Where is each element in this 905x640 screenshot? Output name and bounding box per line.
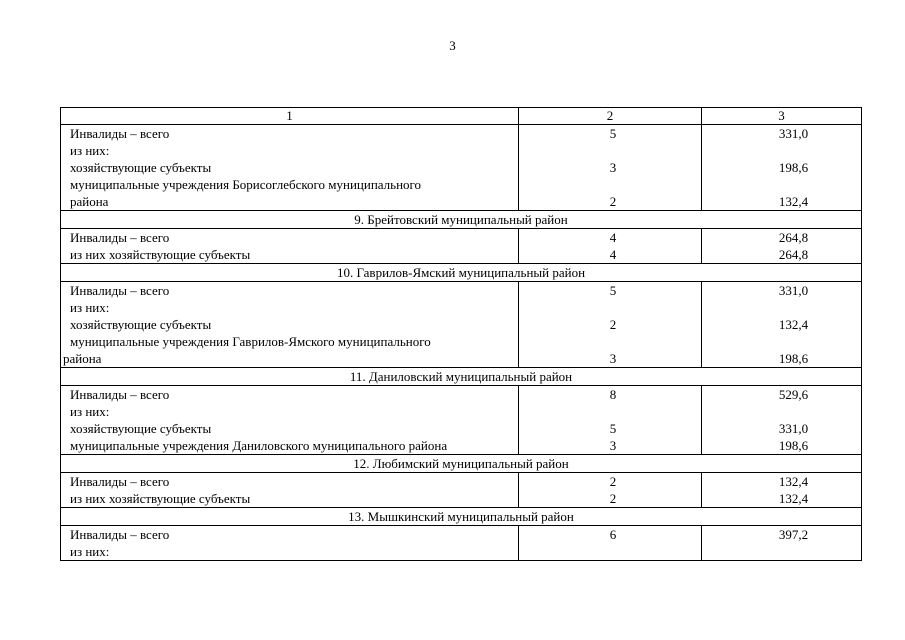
table-row [61,282,862,300]
section-title: 13. Мышкинский муниципальный район [61,508,862,526]
row-count: 3 [519,437,702,455]
section-row-gavrilov-yamsky [61,264,862,282]
row-label: Инвалиды – всего [61,282,519,300]
table-row [61,193,862,211]
table-row [61,350,862,368]
row-count [519,543,702,561]
row-label: из них хозяйствующие субъекты [61,246,519,264]
section-title: 12. Любимский муниципальный район [61,455,862,473]
row-amount: 331,0 [702,420,862,437]
section-row-myshkinsky [61,508,862,526]
row-count: 3 [519,350,702,368]
section-row-breitovsky [61,211,862,229]
row-count: 8 [519,386,702,404]
row-amount: 198,6 [702,159,862,176]
row-count: 4 [519,246,702,264]
row-count [519,176,702,193]
table-row [61,473,862,491]
table-row [61,125,862,143]
row-amount [702,299,862,316]
row-label: хозяйствующие субъекты [61,159,519,176]
row-count [519,403,702,420]
table-row [61,316,862,333]
row-amount: 264,8 [702,229,862,247]
row-count: 5 [519,420,702,437]
row-count: 6 [519,526,702,544]
table-row [61,229,862,247]
row-label: из них: [61,543,519,561]
row-amount [702,176,862,193]
row-count: 2 [519,473,702,491]
page-number: 3 [449,38,456,53]
row-label: района [61,193,519,211]
row-amount: 132,4 [702,473,862,491]
row-label: хозяйствующие субъекты [61,420,519,437]
row-label: из них: [61,299,519,316]
table-row [61,490,862,508]
row-amount [702,543,862,561]
row-label: муниципальные учреждения Борисоглебского муниципального [61,176,519,193]
column-header: 2 [519,108,702,125]
table-row [61,420,862,437]
section-row-danilovsky [61,368,862,386]
row-amount [702,333,862,350]
table-row [61,526,862,544]
table-row [61,299,862,316]
row-label: муниципальные учреждения Даниловского муниципального района [61,437,519,455]
row-count [519,333,702,350]
table-row [61,159,862,176]
row-label: из них хозяйствующие субъекты [61,490,519,508]
row-amount [702,142,862,159]
row-amount: 132,4 [702,490,862,508]
row-amount: 198,6 [702,437,862,455]
column-header: 3 [702,108,862,125]
row-count: 2 [519,316,702,333]
table-row [61,437,862,455]
row-amount [702,403,862,420]
table-row [61,403,862,420]
row-label: района [61,350,519,368]
row-amount: 397,2 [702,526,862,544]
row-label: Инвалиды – всего [61,386,519,404]
section-title: 10. Гаврилов-Ямский муниципальный район [61,264,862,282]
row-label: хозяйствующие субъекты [61,316,519,333]
row-amount: 529,6 [702,386,862,404]
table-row [61,386,862,404]
row-count: 2 [519,490,702,508]
column-header: 1 [61,108,519,125]
table-row [61,333,862,350]
row-count [519,142,702,159]
row-amount: 132,4 [702,193,862,211]
row-label: Инвалиды – всего [61,473,519,491]
row-count: 4 [519,229,702,247]
table-row [61,142,862,159]
section-title: 9. Брейтовский муниципальный район [61,211,862,229]
row-count: 5 [519,282,702,300]
row-label: Инвалиды – всего [61,526,519,544]
row-label: из них: [61,403,519,420]
row-count: 3 [519,159,702,176]
row-amount: 331,0 [702,125,862,143]
table-header-row [61,108,862,125]
allocation-table [60,107,862,561]
row-label: муниципальные учреждения Гаврилов-Ямского муниципального [61,333,519,350]
row-amount: 198,6 [702,350,862,368]
row-count [519,299,702,316]
row-label: из них: [61,142,519,159]
row-amount: 132,4 [702,316,862,333]
row-label: Инвалиды – всего [61,229,519,247]
table-row [61,176,862,193]
table-row [61,543,862,561]
table-row [61,246,862,264]
row-count: 5 [519,125,702,143]
row-count: 2 [519,193,702,211]
row-amount: 331,0 [702,282,862,300]
row-amount: 264,8 [702,246,862,264]
section-title: 11. Даниловский муниципальный район [61,368,862,386]
row-label: Инвалиды – всего [61,125,519,143]
section-row-lyubimsky [61,455,862,473]
